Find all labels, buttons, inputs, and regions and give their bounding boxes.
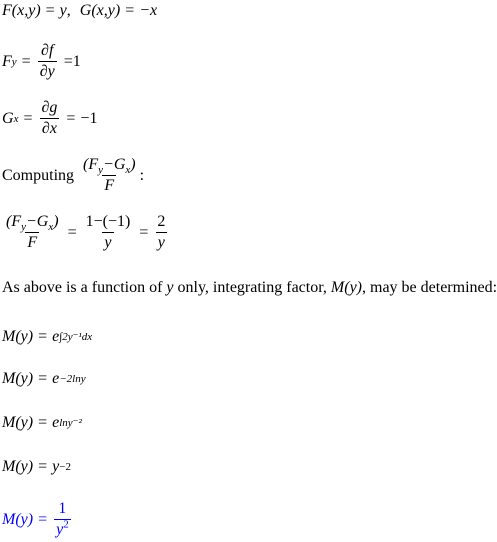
minus-x-value: −x [139,2,158,19]
equation-M-log: M(y) = e −2lny [2,370,86,387]
equals-sign: = [38,370,48,387]
fraction-denominator: F [104,177,115,194]
explanation-text [2,279,497,297]
G-symbol: G [79,2,92,19]
M-of-y: M(y) [2,370,34,387]
partial-fraction [39,99,59,138]
equation-M-power: M(y) = y −2 [2,458,71,475]
fraction-numerator: 1 [58,500,67,517]
equals-sign: = [38,510,48,528]
equals-sign: = [23,109,33,127]
computing-text: Computing [2,166,75,184]
fraction-Fy-Gx-over-F [81,156,138,195]
fraction-denominator: y [157,234,165,251]
text-part: , may be determined: [362,279,497,296]
xy-args: (x,y) [11,2,41,19]
fraction-numerator: $(F_y-G_x)$ [6,213,59,234]
xy-args: (x,y) [91,2,121,19]
fraction-numerator: ∂f [41,42,54,59]
fraction-denominator: F [27,234,38,251]
fraction-numerator: $(F_y-G_x)$ [83,156,136,177]
equation-M-integral: M(y) = e ∫2y⁻¹dx [2,328,93,345]
F-symbol: F [2,52,12,70]
equals-sign: = [45,2,55,19]
fraction-numerator: ∂g [41,99,58,116]
M-of-y: M(y) [2,414,34,431]
equals-sign: = [38,328,48,345]
equals-sign: = [139,223,149,241]
F-symbol: F [2,2,12,19]
fraction-2-over-y [155,213,167,252]
fraction-denominator: ∂x [41,120,57,137]
computing-line [2,156,144,195]
e-base: e [52,414,60,431]
fraction-1-over-y-squared [54,500,71,539]
fraction-Fy-Gx-over-F [4,213,61,252]
G-symbol: G [2,109,14,127]
M-of-y: M(y) [2,458,34,475]
equation-ratio [2,213,169,252]
equals-sign: = [38,458,48,475]
fraction-numerator: 1−(−1) [85,213,131,230]
text-part: only, integrating factor, [173,279,331,296]
y-base: y [52,458,60,475]
fraction-2-over-y-expanded [84,213,133,252]
result-value: =1 [63,52,81,70]
equals-sign: = [125,2,135,19]
colon: : [139,166,145,184]
M-of-y: M(y) [2,510,34,528]
y-value: y [59,2,67,19]
fraction-denominator: $y^2$ [56,518,69,538]
equals-sign: = [21,52,31,70]
equals-sign: = [66,109,76,127]
equation-Fy: F y = $\frac{\partial f}{\partial y}$ =1 [2,42,81,80]
e-base: e [52,370,60,387]
equation-F-G-definition [2,2,157,20]
e-base: e [52,328,60,345]
equation-Gx: G x = $\frac{\partial g}{\partial x}$ = −1 [2,99,98,137]
partial-fraction [38,42,57,81]
fraction-denominator: y [104,234,112,251]
M-of-y-symbol: M(y) [330,279,362,296]
fraction-numerator: 2 [157,213,166,230]
result-value: −1 [80,109,98,127]
equation-M-log-power: M(y) = e lny⁻² [2,414,82,431]
equation-M-final-result [2,500,73,539]
y-symbol: y [166,279,174,296]
equals-sign: = [38,414,48,431]
M-of-y: M(y) [2,328,34,345]
fraction-denominator: ∂y [39,63,55,80]
comma: , [66,2,71,19]
text-part: As above is a function of [2,279,167,296]
equals-sign: = [67,223,77,241]
